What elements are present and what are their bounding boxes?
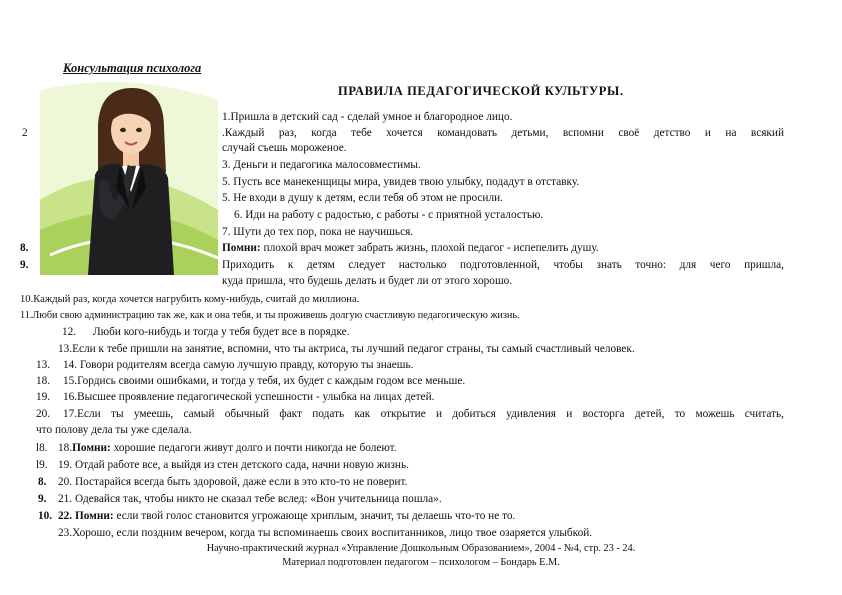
rule-number: 19. [36, 391, 51, 403]
rule-7: 7. Шути до тех пор, пока не научишься. [222, 226, 414, 238]
rule-number: 10. [38, 510, 53, 522]
rule-number: 12. [62, 326, 77, 338]
rule-22 [58, 509, 515, 524]
rule-10: 10.Каждый раз, когда хочется нагрубить кому-нибудь, считай до миллиона. [20, 294, 360, 305]
rule-17-line-1: 17.Если ты умеешь, самый обычный факт подать как открытие и добиться удивления и восторга детей, то можешь считать, [63, 408, 784, 420]
rule-5: 5. Не входи в душу к детям, если тебя об этом не просили. [222, 192, 503, 204]
rule-number: 9. [38, 493, 47, 505]
rule-number: 13. [36, 359, 51, 371]
rule-22-prefix: 22. [58, 510, 75, 522]
rule-4: 5. Пусть все манекенщицы мира, увидев твою улыбку, подадут в отставку. [222, 176, 580, 188]
rule-22-text: если твой голос становится угрожающе хриплым, значит, ты делаешь что-то не то. [113, 510, 516, 522]
rule-18 [58, 441, 397, 456]
rule-6: 6. Иди на работу с радостью, с работы - с приятной усталостью. [234, 209, 544, 221]
remember-label: Помни: [74, 510, 114, 522]
rule-14: 14. Говори родителям всегда самую лучшую правду, которую ты знаешь. [63, 359, 414, 371]
rule-9-line-2: куда пришла, что будешь делать и будет ли от этого хорошо. [222, 275, 513, 287]
page-title: ПРАВИЛА ПЕДАГОГИЧЕСКОЙ КУЛЬТУРЫ. [338, 84, 624, 98]
rule-17-line-2: что полову дела ты уже сделала. [36, 424, 192, 436]
rule-13: 13.Если к тебе пришли на занятие, вспомни, что ты актриса, ты лучший педагог страны, ты самый счастливый человек. [58, 343, 635, 355]
rule-number: 8. [20, 242, 29, 254]
rule-number: 8. [38, 476, 47, 488]
rule-2-line-2: случай съешь мороженое. [222, 142, 347, 154]
rule-18-text: хорошие педагоги живут долго и почти никогда не болеют. [110, 442, 397, 454]
rule-11: 11.Люби свою администрацию так же, как и она тебя, и ты проживешь долгую счастливую педагогическую жизнь. [20, 310, 520, 321]
rule-8-text: плохой врач может забрать жизнь, плохой педагог - испепелить душу. [260, 242, 599, 254]
rule-number: l8. [36, 442, 48, 454]
rule-12: Люби кого-нибудь и тогда у тебя будет все в порядке. [93, 326, 350, 338]
rule-number: 18. [36, 375, 51, 387]
rule-number: 20. [36, 408, 51, 420]
consultation-heading: Консультация психолога [63, 61, 202, 75]
remember-label: Помни: [72, 442, 111, 454]
rule-2-line-1: .Каждый раз, когда тебе хочется командовать детьми, вспомни своё детство и на всякий [222, 127, 784, 139]
rule-15: 15.Гордись своими ошибками, и тогда у тебя, их будет с каждым годом все меньше. [63, 375, 466, 387]
rule-23: 23.Хорошо, если поздним вечером, когда ты вспоминаешь своих воспитанников, лицо твое озаряется улыбкой. [58, 527, 593, 539]
rule-3: 3. Деньги и педагогика малосовместимы. [222, 159, 421, 171]
rule-8 [222, 241, 599, 256]
rule-18-prefix: 18. [58, 442, 73, 454]
rule-20: 20. Постарайся всегда быть здоровой, даже если в это кто-то не поверит. [58, 476, 408, 488]
rule-number: 2 [22, 127, 28, 139]
footer-source: Научно-практический журнал «Управление Дошкольным Образованием», 2004 - №4, стр. 23 - 24. [206, 543, 636, 554]
rule-1: 1.Пришла в детский сад - сделай умное и благородное лицо. [222, 111, 513, 123]
woman-teacher-illustration [40, 80, 218, 275]
footer-author: Материал подготовлен педагогом – психологом – Бондарь Е.М. [282, 557, 560, 568]
rule-number: l9. [36, 459, 48, 471]
rule-16: 16.Высшее проявление педагогической успешности - улыбка на лицах детей. [63, 391, 435, 403]
rule-number: 9. [20, 259, 29, 271]
rule-19: 19. Отдай работе все, а выйдя из стен детского сада, начни новую жизнь. [58, 459, 409, 471]
rule-9-line-1: Приходить к детям следует настолько подготовленной, чтобы знать точно: для чего пришла, [222, 259, 784, 271]
rule-21: 21. Одевайся так, чтобы никто не сказал тебе вслед: «Вон учительница пошла». [58, 493, 442, 505]
remember-label: Помни: [222, 242, 261, 254]
